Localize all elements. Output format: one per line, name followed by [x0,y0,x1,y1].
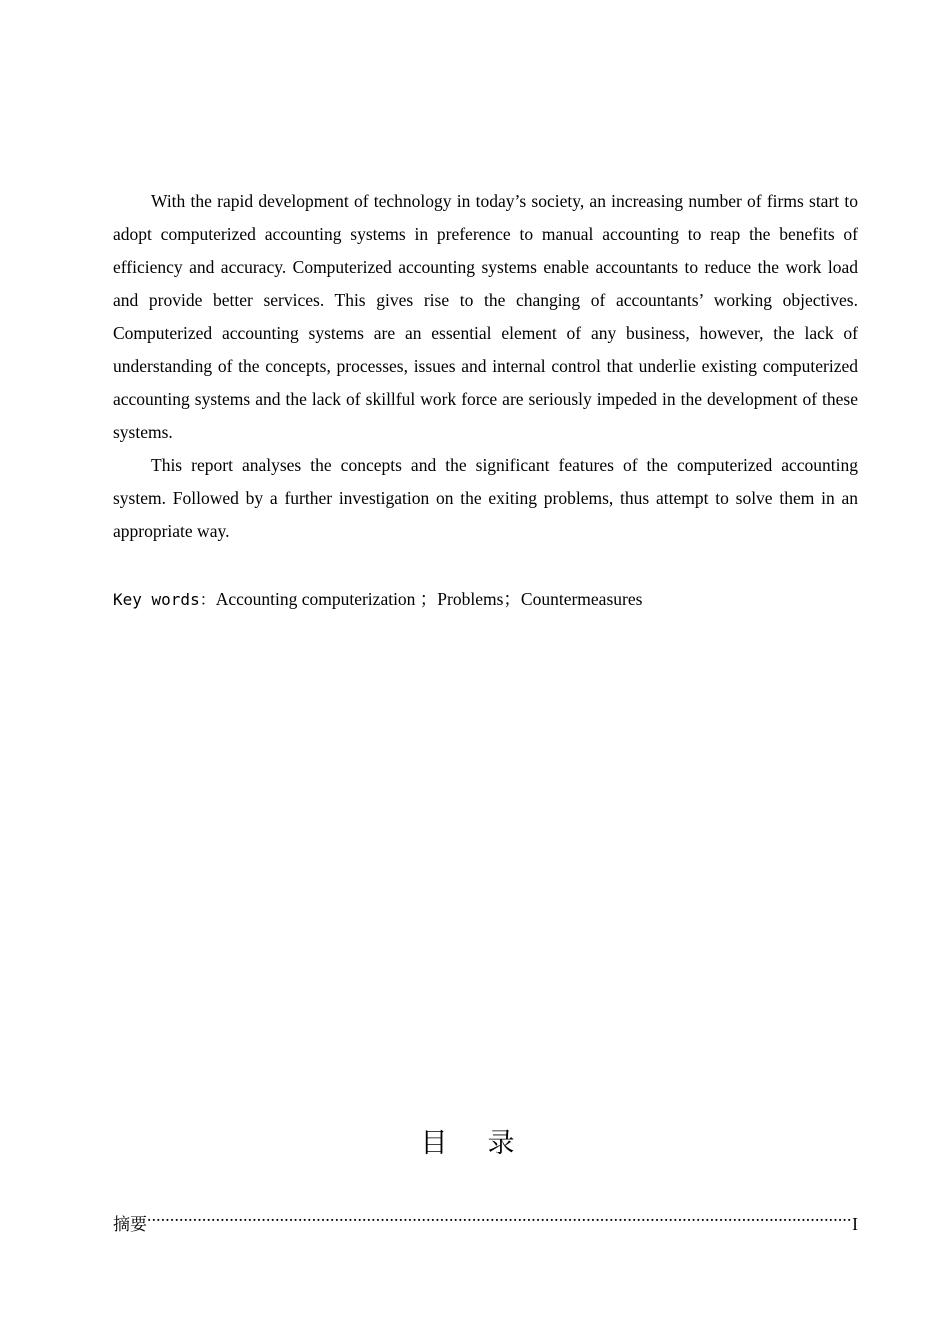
abstract-body [113,185,858,548]
abstract-paragraph-2: This report analyses the concepts and the significant features of the computerized accounting system. Followed by a further investigation on the exiting problems, thus attempt to solve them in an appropriate way. [113,455,858,541]
toc-entry-page: I [852,1214,858,1234]
keywords-line [113,583,858,616]
toc-title: 目录 [420,1128,555,1159]
abstract-paragraph-1: With the rapid development of technology in today’s society, an increasing number of firms start to adopt computerized accounting systems in preference to manual accounting to reap the benefits of efficiency and accuracy. Computerized accounting systems enable accountants to reduce the work load and provide better services. This gives rise to the changing of accountants’ working objectives. Computerized accounting systems are an essential element of any business, however, the lack of understanding of the concepts, processes, issues and internal control that underlie existing computerized accounting systems and the lack of skillful work force are seriously impeded in the development of these systems. [113,191,858,442]
toc-entry-label: 摘要 [113,1215,147,1235]
keywords-label: Key words： [113,590,216,609]
toc-entry[interactable] [113,1200,858,1240]
toc-dot-leader [147,1200,852,1230]
keywords-text: Accounting computerization ；Problems；Countermeasures [215,589,643,609]
